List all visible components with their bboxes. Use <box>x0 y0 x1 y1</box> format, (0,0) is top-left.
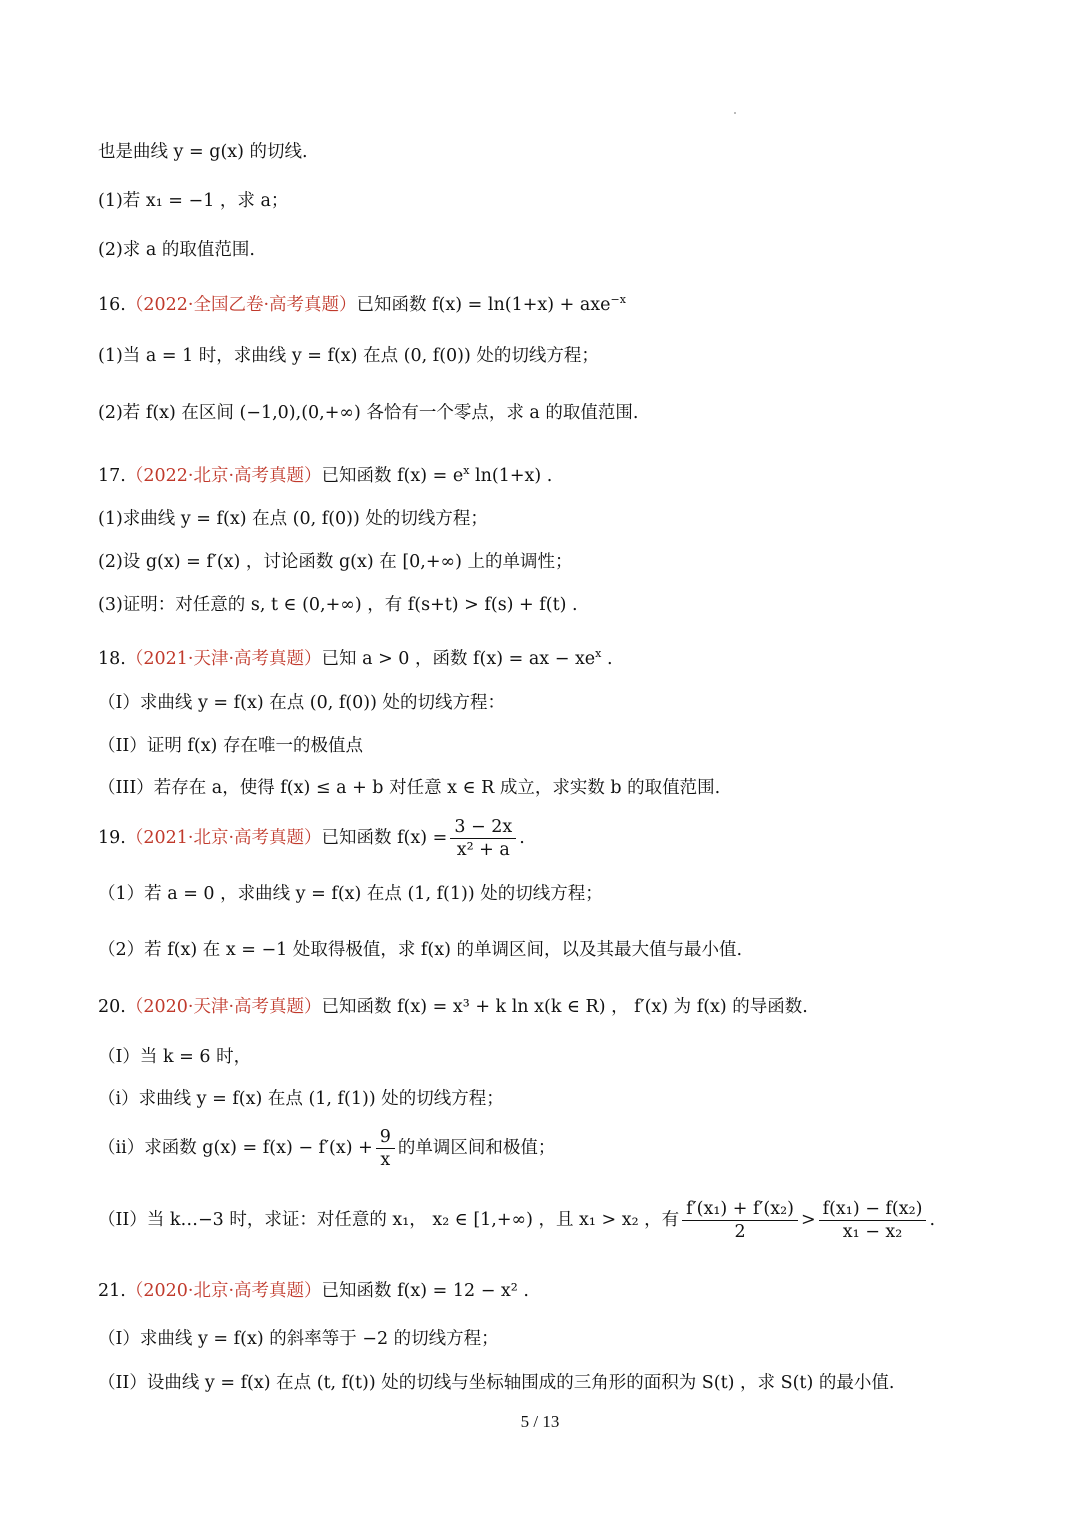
text-line <box>98 1196 1020 1244</box>
text-line: (1)当 a = 1 时，求曲线 y = f(x) 在点 (0, f(0)) 处的切线方程； <box>98 346 599 366</box>
text-line: （I）求曲线 y = f(x) 的斜率等于 −2 的切线方程； <box>98 1329 499 1349</box>
fraction-numerator: 3 − 2x <box>450 816 516 839</box>
question-source: （2022·北京·高考真题） <box>125 465 322 486</box>
page-number: 5 / 13 <box>520 1412 560 1431</box>
question-source: （2020·天津·高考真题） <box>125 997 322 1017</box>
text-line: （2）若 f(x) 在 x = −1 处取得极值，求 f(x) 的单调区间，以及其最大值与最小值. <box>98 940 743 960</box>
question-18-header <box>98 642 1020 671</box>
text-line: (1)求曲线 y = f(x) 在点 (0, f(0)) 处的切线方程； <box>98 509 488 529</box>
question-number: 19. <box>98 828 126 848</box>
text-line: （II）设曲线 y = f(x) 在点 (t, f(t)) 处的切线与坐标轴围成的三角形的面积为 S(t) ，求 S(t) 的最小值. <box>98 1373 895 1393</box>
fraction-numerator: f′(x₁) + f′(x₂) <box>682 1198 798 1221</box>
question-number: 21. <box>98 1281 126 1301</box>
question-text: 已知函数 f(x) = 12 − x² . <box>321 1281 529 1301</box>
question-text: 已知函数 f(x) = <box>321 828 448 848</box>
question-21-header <box>98 1279 1020 1303</box>
text-line: 也是曲线 y = g(x) 的切线. <box>98 142 308 162</box>
question-source: （2022·全国乙卷·高考真题） <box>125 294 357 315</box>
fraction-numerator: f(x₁) − f(x₂) <box>819 1198 927 1221</box>
text-line: （I）求曲线 y = f(x) 在点 (0, f(0)) 处的切线方程： <box>98 693 506 713</box>
question-text: 已知函数 f(x) = ln(1+x) + axe <box>356 294 611 315</box>
question-text: ln(1+x) . <box>469 465 553 486</box>
text-line: (2)设 g(x) = f′(x) ，讨论函数 g(x) 在 [0,+∞) 上的单调性； <box>98 552 573 572</box>
exponent: x <box>463 464 470 477</box>
question-20-header <box>98 995 1020 1019</box>
question-number: 16. <box>98 294 126 315</box>
question-text: （ii）求函数 g(x) = f(x) − f′(x) + <box>98 1138 373 1158</box>
question-source: （2020·北京·高考真题） <box>125 1281 322 1301</box>
question-17-header <box>98 459 1020 488</box>
text-line: (2)求 a 的取值范围. <box>98 240 255 260</box>
question-source: （2021·北京·高考真题） <box>125 828 322 848</box>
question-number: 20. <box>98 997 126 1017</box>
fraction-denominator: x₁ − x₂ <box>842 1222 903 1242</box>
question-16-header <box>98 288 1020 317</box>
fraction-denominator: 2 <box>734 1222 746 1242</box>
text-line: （1）若 a = 0 ，求曲线 y = f(x) 在点 (1, f(1)) 处的切线方程； <box>98 884 603 904</box>
question-text: 已知 a > 0 ，函数 f(x) = ax − xe <box>321 648 596 669</box>
question-text: 已知函数 f(x) = x³ + k ln x(k ∈ R) ， f′(x) 为 f(x) 的导函数. <box>321 997 808 1017</box>
text-line <box>98 1124 1020 1172</box>
text-line: （II）证明 f(x) 存在唯一的极值点 <box>98 736 363 756</box>
fraction-numerator: 9 <box>376 1126 395 1149</box>
text-line: （III）若存在 a，使得 f(x) ≤ a + b 对任意 x ∈ R 成立，求实数 b 的取值范围. <box>98 778 721 798</box>
question-19-header <box>98 814 1020 862</box>
question-number: 17. <box>98 465 126 486</box>
comparison-sign: > <box>800 1210 816 1230</box>
fraction-denominator: x <box>380 1150 391 1170</box>
text-line: （i）求曲线 y = f(x) 在点 (1, f(1)) 处的切线方程； <box>98 1089 504 1109</box>
text-line: （I）当 k = 6 时， <box>98 1047 252 1067</box>
text-line: (2)若 f(x) 在区间 (−1,0),(0,+∞) 各恰有一个零点，求 a 的取值范围. <box>98 403 639 423</box>
fraction <box>682 1198 798 1243</box>
exponent: −x <box>610 293 626 306</box>
question-text: 的单调区间和极值； <box>397 1138 556 1158</box>
fraction <box>376 1126 395 1171</box>
text-line: (1)若 x₁ = −1 ，求 a； <box>98 191 289 211</box>
text-line: (3)证明：对任意的 s, t ∈ (0,+∞) ，有 f(s+t) > f(s) + f(t) . <box>98 595 578 615</box>
question-text: 已知函数 f(x) = e <box>321 465 464 486</box>
question-text: . <box>929 1210 936 1230</box>
question-text: . <box>519 828 525 848</box>
fraction-denominator: x² + a <box>456 840 510 860</box>
stray-dot <box>734 112 736 114</box>
exponent: x <box>595 647 602 660</box>
question-source: （2021·天津·高考真题） <box>125 648 322 669</box>
question-text: . <box>601 648 613 669</box>
question-text: （II）当 k…−3 时，求证：对任意的 x₁， x₂ ∈ [1,+∞) ，且 x₁ > x₂ ，有 <box>98 1210 680 1230</box>
question-number: 18. <box>98 648 126 669</box>
fraction <box>819 1198 927 1243</box>
fraction <box>450 816 516 861</box>
